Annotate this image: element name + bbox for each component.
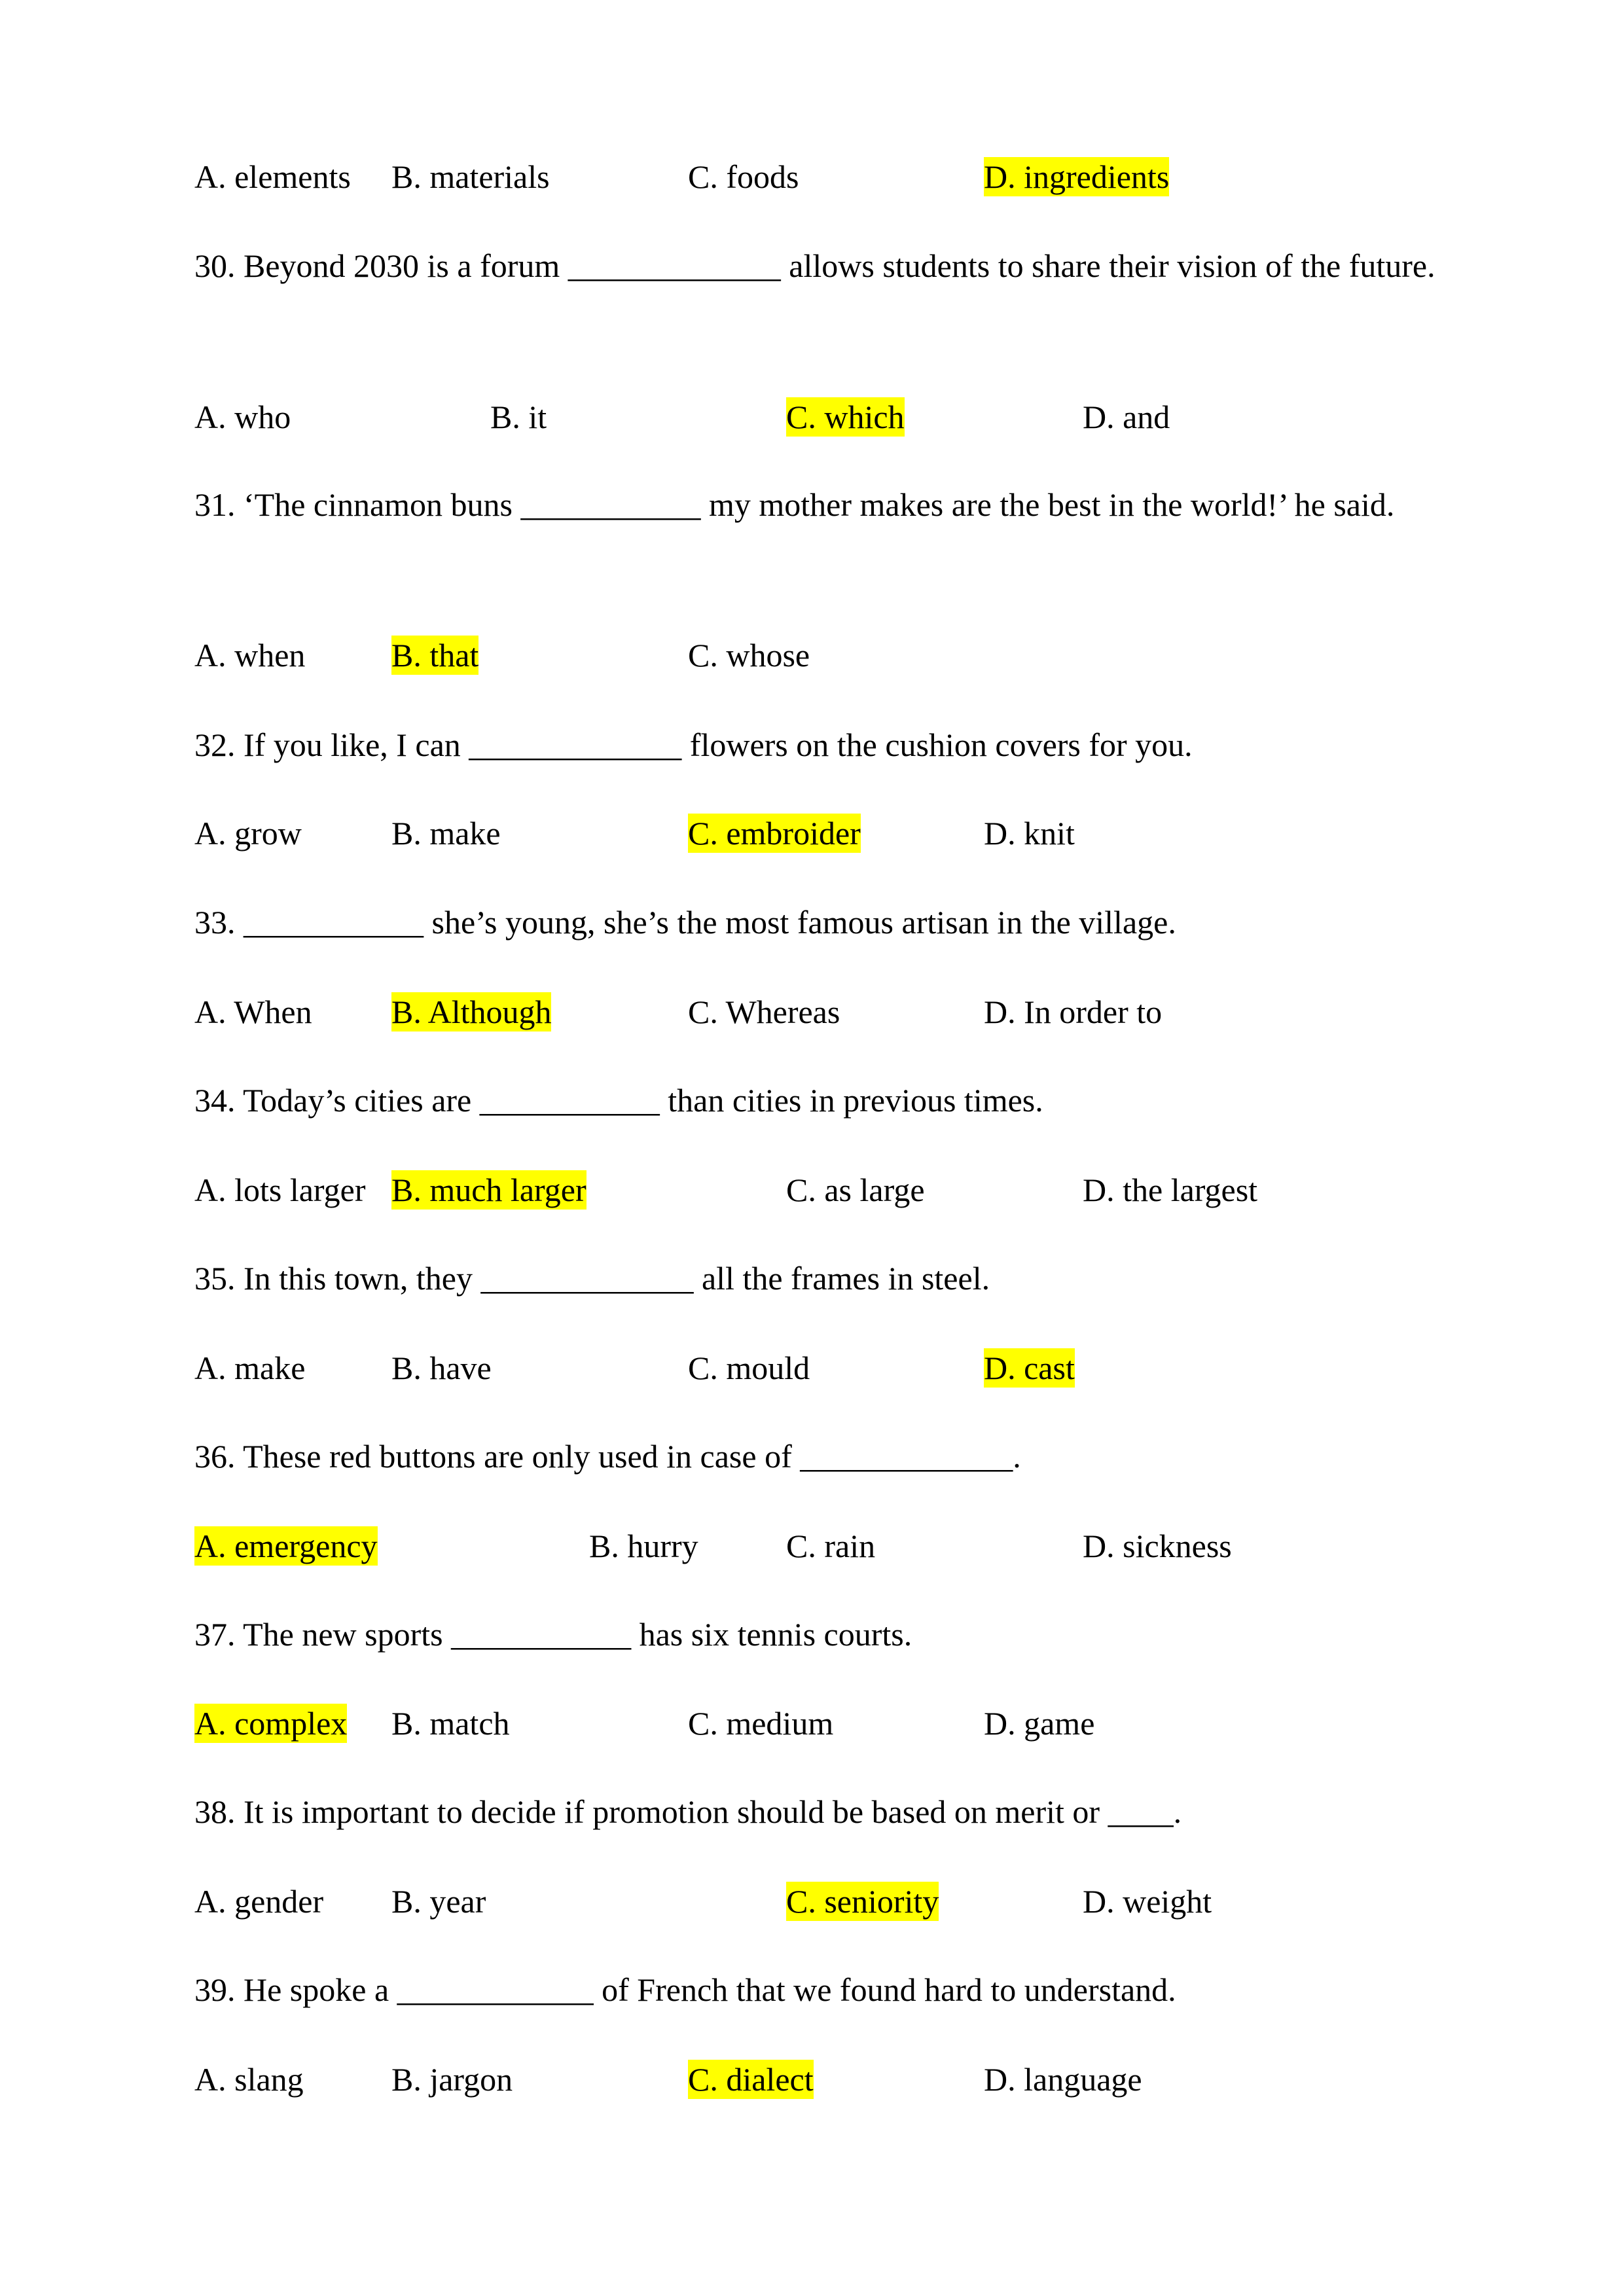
option-a: A. make xyxy=(194,1350,306,1386)
question-31-stem: 31. ‘The cinnamon buns ___________ my mother makes are the best in the world!’ he said. xyxy=(194,486,1395,523)
option-a: A. who xyxy=(194,399,291,435)
option-c: C. mould xyxy=(688,1350,810,1386)
option-d: D. the largest xyxy=(1083,1172,1258,1208)
option-d: D. language xyxy=(984,2061,1142,2098)
option-a: A. gender xyxy=(194,1883,324,1920)
option-a: A. slang xyxy=(194,2061,304,2098)
option-b: B. materials xyxy=(391,158,550,195)
question-34-stem: 34. Today’s cities are ___________ than cities in previous times. xyxy=(194,1082,1043,1119)
option-a-answer: A. emergency xyxy=(194,1528,378,1564)
option-b: B. make xyxy=(391,815,501,852)
question-37-stem: 37. The new sports ___________ has six tennis courts. xyxy=(194,1616,912,1653)
option-d: D. game xyxy=(984,1705,1095,1742)
option-b: B. year xyxy=(391,1883,486,1920)
question-30-stem: 30. Beyond 2030 is a forum _____________ allows students to share their vision of the future. xyxy=(194,247,1435,284)
option-a: A. elements xyxy=(194,158,351,195)
option-c-answer: C. seniority xyxy=(786,1883,939,1920)
question-32-stem: 32. If you like, I can _____________ flowers on the cushion covers for you. xyxy=(194,726,1193,763)
option-a: A. when xyxy=(194,637,306,673)
option-c: C. whose xyxy=(688,637,810,673)
question-35-stem: 35. In this town, they _____________ all the frames in steel. xyxy=(194,1260,990,1297)
question-39-stem: 39. He spoke a ____________ of French that we found hard to understand. xyxy=(194,1971,1176,2008)
option-b: B. it xyxy=(490,399,547,435)
option-d: D. and xyxy=(1083,399,1170,435)
option-c-answer: C. which xyxy=(786,399,905,435)
question-33-stem: 33. ___________ she’s young, she’s the most famous artisan in the village. xyxy=(194,904,1176,941)
option-c: C. as large xyxy=(786,1172,925,1208)
option-d: D. In order to xyxy=(984,994,1163,1030)
option-d: D. knit xyxy=(984,815,1075,852)
option-b: B. match xyxy=(391,1705,510,1742)
option-c: C. Whereas xyxy=(688,994,840,1030)
option-a: A. grow xyxy=(194,815,302,852)
option-d-answer: D. cast xyxy=(984,1350,1075,1386)
option-c-answer: C. dialect xyxy=(688,2061,814,2098)
option-b: B. hurry xyxy=(589,1528,698,1564)
option-d: D. weight xyxy=(1083,1883,1212,1920)
option-d-answer: D. ingredients xyxy=(984,158,1170,195)
option-c-answer: C. embroider xyxy=(688,815,861,852)
option-b: B. have xyxy=(391,1350,492,1386)
option-c: C. foods xyxy=(688,158,799,195)
option-a: A. When xyxy=(194,994,312,1030)
option-a-answer: A. complex xyxy=(194,1705,348,1742)
option-a: A. lots larger xyxy=(194,1172,366,1208)
option-b-answer: B. that xyxy=(391,637,479,673)
question-38-stem: 38. It is important to decide if promotion should be based on merit or ____. xyxy=(194,1793,1182,1830)
question-36-stem: 36. These red buttons are only used in case of _____________. xyxy=(194,1438,1021,1475)
option-b-answer: B. Although xyxy=(391,994,552,1030)
option-c: C. medium xyxy=(688,1705,834,1742)
option-d: D. sickness xyxy=(1083,1528,1232,1564)
option-b: B. jargon xyxy=(391,2061,513,2098)
option-b-answer: B. much larger xyxy=(391,1172,586,1208)
option-c: C. rain xyxy=(786,1528,876,1564)
